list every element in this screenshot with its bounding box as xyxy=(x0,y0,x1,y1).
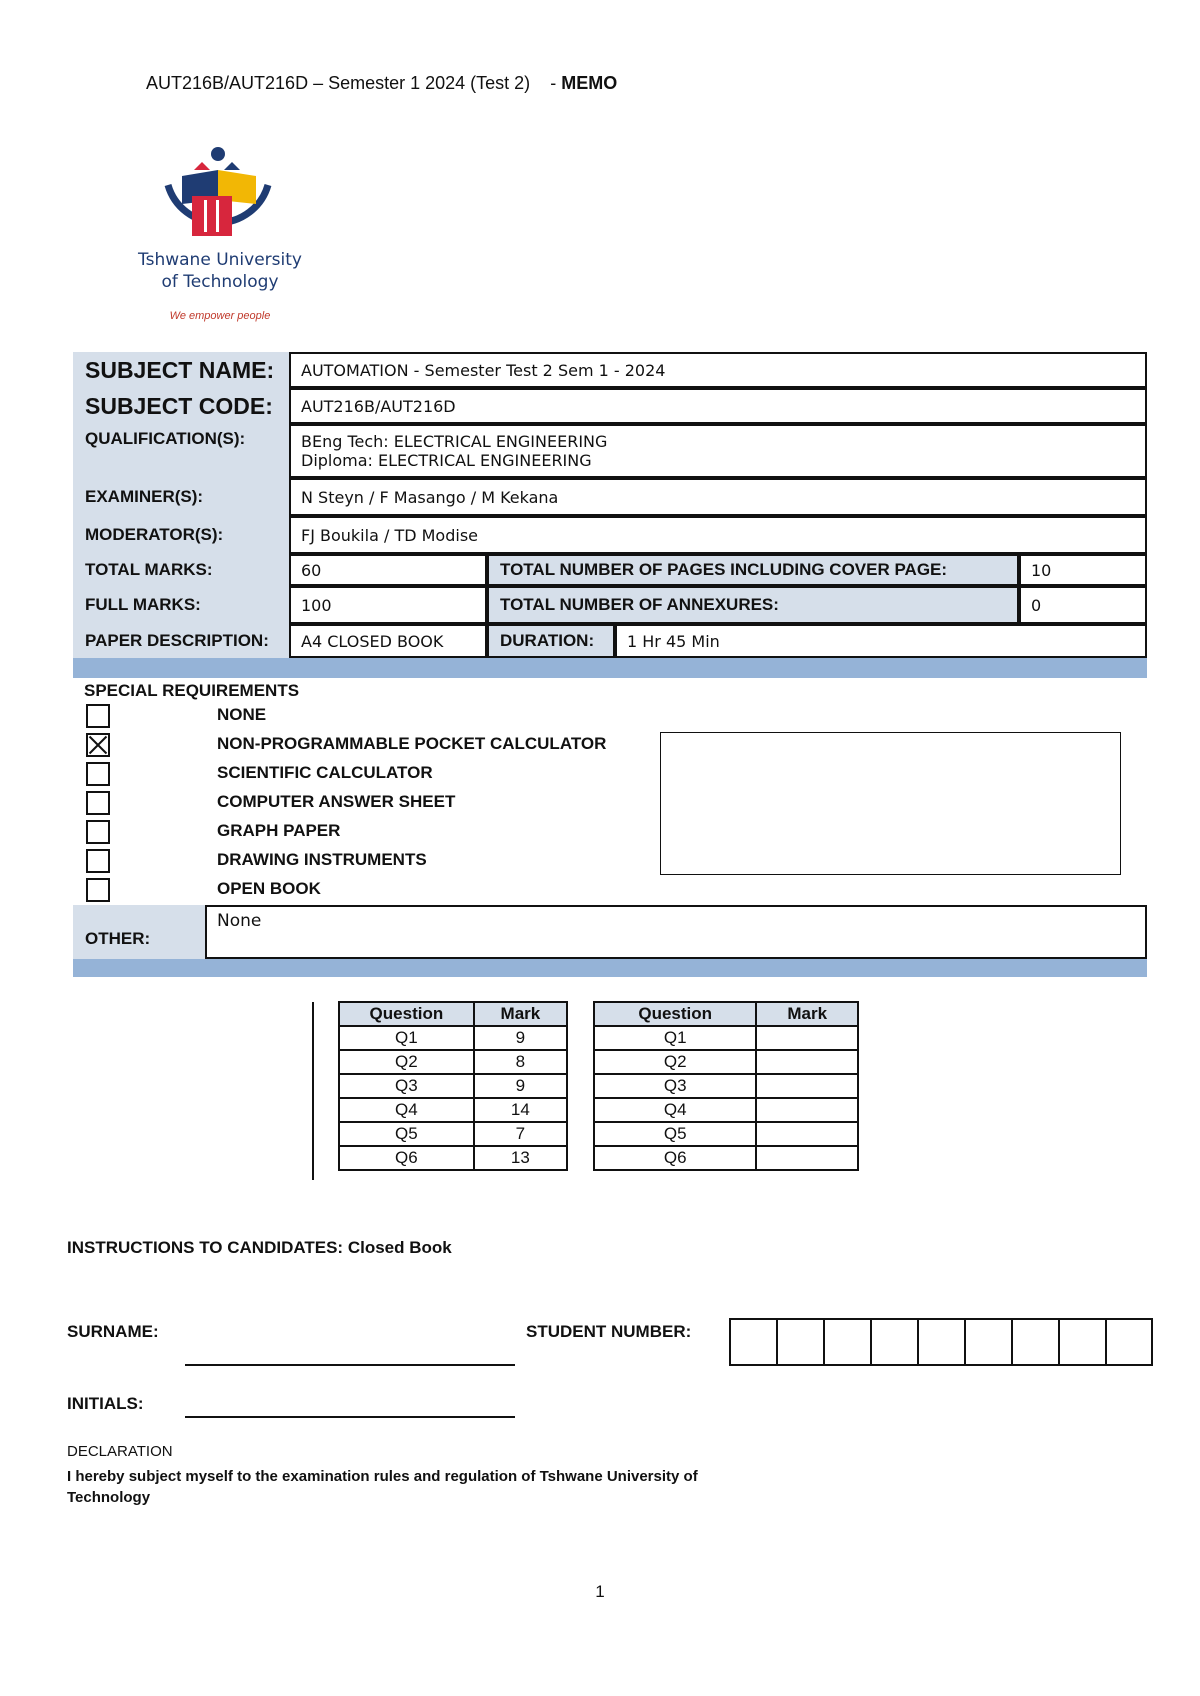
student-number-digit-box[interactable] xyxy=(823,1318,872,1366)
total-pages-label: TOTAL NUMBER OF PAGES INCLUDING COVER PAGE: xyxy=(487,554,1019,586)
question-cell: Q4 xyxy=(594,1098,756,1122)
mark-entry-cell[interactable] xyxy=(756,1098,858,1122)
student-number-digit-box[interactable] xyxy=(1011,1318,1060,1366)
qualification-line-1: BEng Tech: ELECTRICAL ENGINEERING xyxy=(301,432,608,451)
moderator-label: MODERATOR(S): xyxy=(73,516,289,554)
total-marks-label: TOTAL MARKS: xyxy=(73,554,289,586)
student-number-digit-box[interactable] xyxy=(729,1318,778,1366)
student-number-digit-box[interactable] xyxy=(1105,1318,1153,1366)
qualification-label: QUALIFICATION(S): xyxy=(73,424,289,478)
initials-label: INITIALS: xyxy=(67,1394,144,1413)
student-number-digit-box[interactable] xyxy=(917,1318,966,1366)
instructions xyxy=(67,1238,452,1258)
question-cell: Q6 xyxy=(594,1146,756,1170)
question-cell: Q6 xyxy=(339,1146,474,1170)
header-separator: - xyxy=(550,73,557,93)
column-header-question: Question xyxy=(594,1002,756,1026)
question-cell: Q5 xyxy=(339,1122,474,1146)
mark-cell: 9 xyxy=(474,1026,567,1050)
column-header-mark: Mark xyxy=(756,1002,858,1026)
candidate-marks-table xyxy=(593,1001,859,1171)
student-number-digit-box[interactable] xyxy=(1058,1318,1107,1366)
table-row xyxy=(339,1146,567,1170)
surname-field[interactable] xyxy=(185,1364,515,1366)
total-marks-value: 60 xyxy=(289,554,487,586)
student-number-digit-box[interactable] xyxy=(964,1318,1013,1366)
qualification-value xyxy=(289,424,1147,478)
column-header-question: Question xyxy=(339,1002,474,1026)
question-cell: Q2 xyxy=(594,1050,756,1074)
surname-label: SURNAME: xyxy=(67,1322,159,1341)
requirement-label: GRAPH PAPER xyxy=(217,821,341,840)
requirement-checkbox[interactable] xyxy=(86,704,110,728)
paper-description-value: A4 CLOSED BOOK xyxy=(289,624,487,658)
full-marks-value: 100 xyxy=(289,586,487,624)
student-number-label: STUDENT NUMBER: xyxy=(526,1322,692,1341)
table-row xyxy=(594,1026,858,1050)
examiner-value: N Steyn / F Masango / M Kekana xyxy=(289,478,1147,516)
requirement-label: OPEN BOOK xyxy=(217,879,321,898)
requirement-label: NON-PROGRAMMABLE POCKET CALCULATOR xyxy=(217,734,607,753)
mark-entry-cell[interactable] xyxy=(756,1122,858,1146)
table-row xyxy=(339,1098,567,1122)
mark-cell: 7 xyxy=(474,1122,567,1146)
university-logo xyxy=(120,140,320,322)
other-value: None xyxy=(205,905,1147,959)
mark-cell: 8 xyxy=(474,1050,567,1074)
subject-name-value: AUTOMATION - Semester Test 2 Sem 1 - 2024 xyxy=(289,352,1147,388)
student-number-digit-box[interactable] xyxy=(870,1318,919,1366)
table-row xyxy=(339,1050,567,1074)
declaration-title: DECLARATION xyxy=(67,1443,173,1460)
table-row xyxy=(594,1074,858,1098)
requirement-checkbox[interactable] xyxy=(86,791,110,815)
instructions-label: INSTRUCTIONS TO CANDIDATES: xyxy=(67,1238,344,1257)
logo-line-1: Tshwane University xyxy=(138,250,302,270)
table-row xyxy=(339,1026,567,1050)
requirement-label: NONE xyxy=(217,705,267,724)
student-number-digit-box[interactable] xyxy=(776,1318,825,1366)
qualification-line-2: Diploma: ELECTRICAL ENGINEERING xyxy=(301,451,592,470)
question-cell: Q3 xyxy=(594,1074,756,1098)
requirement-label: DRAWING INSTRUMENTS xyxy=(217,850,427,869)
question-cell: Q1 xyxy=(339,1026,474,1050)
subject-code-label: SUBJECT CODE: xyxy=(73,388,289,424)
question-cell: Q3 xyxy=(339,1074,474,1098)
header-title: AUT216B/AUT216D – Semester 1 2024 (Test 2) xyxy=(146,73,531,93)
declaration-text: I hereby subject myself to the examination rules and regulation of Tshwane University of Technology xyxy=(67,1468,698,1506)
requirement-checkbox[interactable] xyxy=(86,849,110,873)
full-marks-label: FULL MARKS: xyxy=(73,586,289,624)
other-label: OTHER: xyxy=(73,905,205,959)
requirement-checkbox[interactable] xyxy=(86,878,110,902)
table-row xyxy=(594,1098,858,1122)
mark-cell: 9 xyxy=(474,1074,567,1098)
logo-tagline: We empower people xyxy=(169,310,271,322)
table-row xyxy=(339,1122,567,1146)
annexures-label: TOTAL NUMBER OF ANNEXURES: xyxy=(487,586,1019,624)
question-cell: Q5 xyxy=(594,1122,756,1146)
question-cell: Q1 xyxy=(594,1026,756,1050)
document-header xyxy=(146,73,617,94)
subject-code-value: AUT216B/AUT216D xyxy=(289,388,1147,424)
examiner-label: EXAMINER(S): xyxy=(73,478,289,516)
mark-cell: 14 xyxy=(474,1098,567,1122)
column-header-mark: Mark xyxy=(474,1002,567,1026)
mark-entry-cell[interactable] xyxy=(756,1050,858,1074)
question-cell: Q2 xyxy=(339,1050,474,1074)
mark-entry-cell[interactable] xyxy=(756,1146,858,1170)
requirement-label: SCIENTIFIC CALCULATOR xyxy=(217,763,433,782)
question-cell: Q4 xyxy=(339,1098,474,1122)
table-row xyxy=(594,1050,858,1074)
requirement-label: COMPUTER ANSWER SHEET xyxy=(217,792,456,811)
table-header-row xyxy=(594,1002,858,1026)
memo-label: MEMO xyxy=(561,73,618,93)
duration-label: DURATION: xyxy=(487,624,615,658)
annexures-value: 0 xyxy=(1019,586,1147,624)
total-pages-value: 10 xyxy=(1019,554,1147,586)
logo-line-2: of Technology xyxy=(161,272,279,292)
moderator-value: FJ Boukila / TD Modise xyxy=(289,516,1147,554)
table-row xyxy=(594,1146,858,1170)
mark-entry-cell[interactable] xyxy=(756,1026,858,1050)
table-header-row xyxy=(339,1002,567,1026)
initials-field[interactable] xyxy=(185,1416,515,1418)
table-row xyxy=(594,1122,858,1146)
mark-cell: 13 xyxy=(474,1146,567,1170)
requirement-checkbox[interactable] xyxy=(86,762,110,786)
section-divider-bar-2 xyxy=(73,959,1147,977)
section-divider-bar xyxy=(73,658,1147,678)
requirement-checkbox[interactable] xyxy=(86,733,110,757)
duration-value: 1 Hr 45 Min xyxy=(615,624,1147,658)
requirement-checkbox[interactable] xyxy=(86,820,110,844)
page-number: 1 xyxy=(595,1582,605,1601)
requirements-notes-box xyxy=(660,732,1121,875)
instructions-value: Closed Book xyxy=(347,1238,452,1257)
vertical-rule xyxy=(312,1002,314,1180)
marks-allocation-table xyxy=(338,1001,568,1171)
table-row xyxy=(339,1074,567,1098)
subject-name-label: SUBJECT NAME: xyxy=(73,352,289,388)
mark-entry-cell[interactable] xyxy=(756,1074,858,1098)
paper-description-label: PAPER DESCRIPTION: xyxy=(73,624,289,658)
special-requirements-title: SPECIAL REQUIREMENTS xyxy=(84,681,300,700)
logo-emblem-icon xyxy=(120,140,320,250)
